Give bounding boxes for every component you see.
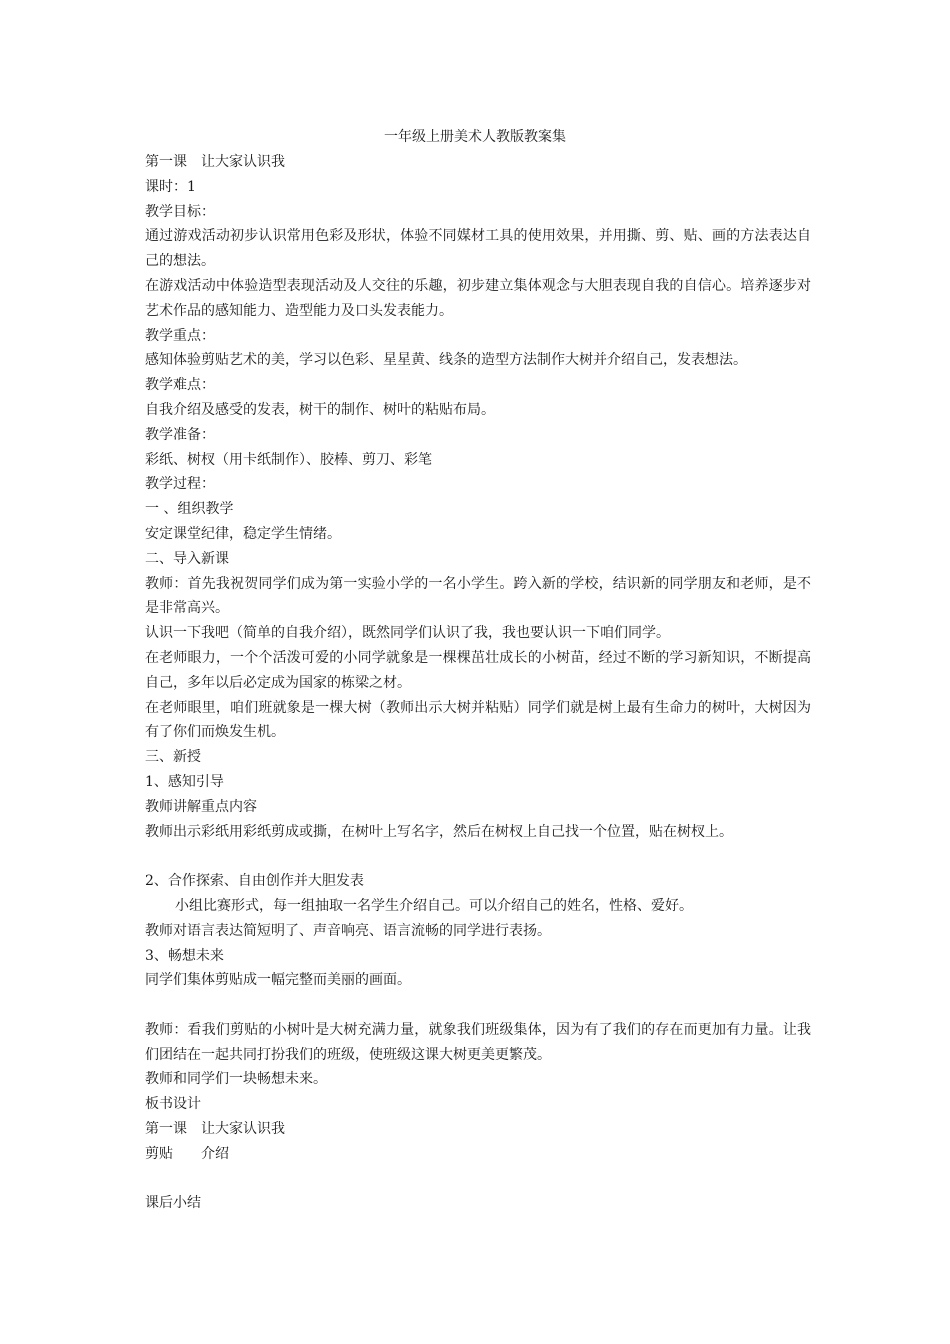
blank-line [145,1167,811,1192]
section-heading-process: 教学过程： [145,476,215,493]
step-heading: 1、感知引导 [145,773,224,790]
blank-line [145,844,811,869]
section-heading-key-points: 教学重点： [145,327,215,344]
step-heading: 2、合作探索、自由创作并大胆发表 [145,873,364,890]
section-heading-preparation: 教学准备： [145,426,215,443]
paragraph: 小组比赛形式，每一组抽取一名学生介绍自己。可以介绍自己的姓名，性格、爱好。 [175,897,693,914]
section-heading-board-design: 板书设计 [145,1096,201,1113]
subsection-heading: 三、新授 [145,749,201,766]
lesson-heading: 第一课 让大家认识我 [145,154,285,170]
step-heading: 3、畅想未来 [145,947,224,964]
section-heading-difficulties: 教学难点： [145,377,215,394]
paragraph: 自我介绍及感受的发表，树干的制作、树叶的粘贴布局。 [145,401,495,418]
paragraph: 教师：看我们剪贴的小树叶是大树充满力量，就象我们班级集体，因为有了我们的存在而更加有力量。让我们团结在一起共同打扮我们的班级，使班级这课大树更美更繁茂。 [145,1021,811,1063]
paragraph: 教师出示彩纸用彩纸剪成或撕，在树叶上写名字，然后在树杈上自己找一个位置，贴在树杈上。 [145,823,733,840]
blank-line [145,993,811,1018]
subsection-heading: 二、导入新课 [145,550,229,567]
paragraph: 在游戏活动中体验造型表现活动及人交往的乐趣，初步建立集体观念与大胆表现自我的自信心。培养逐步对艺术作品的感知能力、造型能力及口头发表能力。 [145,277,811,319]
paragraph: 同学们集体剪贴成一幅完整而美丽的画面。 [145,972,411,989]
paragraph: 在老师眼力，一个个活泼可爱的小同学就象是一棵棵茁壮成长的小树苗，经过不断的学习新知识，不断提高自己，多年以后必定成为国家的栋梁之材。 [145,649,811,691]
section-heading-summary: 课后小结 [145,1195,201,1212]
paragraph: 教师对语言表达简短明了、声音响亮、语言流畅的同学进行表扬。 [145,922,551,939]
paragraph: 在老师眼里，咱们班就象是一棵大树（教师出示大树并粘贴）同学们就是树上最有生命力的树叶，大树因为有了你们而焕发生机。 [145,699,811,741]
subsection-heading: 一 、组织教学 [145,501,234,518]
board-title: 第一课 让大家认识我 [145,1121,285,1138]
lesson-hours: 课时：1 [145,178,196,195]
paragraph: 教师：首先我祝贺同学们成为第一实验小学的一名小学生。跨入新的学校，结识新的同学朋友和老师，是不是非常高兴。 [145,575,811,617]
paragraph: 通过游戏活动初步认识常用色彩及形状，体验不同媒材工具的使用效果，并用撕、剪、贴、画的方法表达自己的想法。 [145,228,811,270]
paragraph: 认识一下我吧（简单的自我介绍），既然同学们认识了我，我也要认识一下咱们同学。 [145,625,670,642]
document-title: 一年级上册美术人教版教案集 [384,129,566,145]
paragraph: 感知体验剪贴艺术的美，学习以色彩、星星黄、线条的造型方法制作大树并介绍自己，发表想法。 [145,352,747,369]
paragraph: 安定课堂纪律，稳定学生情绪。 [145,525,341,542]
document-body [145,150,811,1216]
paragraph: 教师讲解重点内容 [145,798,257,815]
section-heading-goals: 教学目标： [145,203,215,220]
board-keywords: 剪贴 介绍 [145,1145,229,1162]
paragraph: 教师和同学们一块畅想未来。 [145,1071,327,1088]
paragraph: 彩纸、树杈（用卡纸制作）、胶棒、剪刀、彩笔 [145,451,432,468]
